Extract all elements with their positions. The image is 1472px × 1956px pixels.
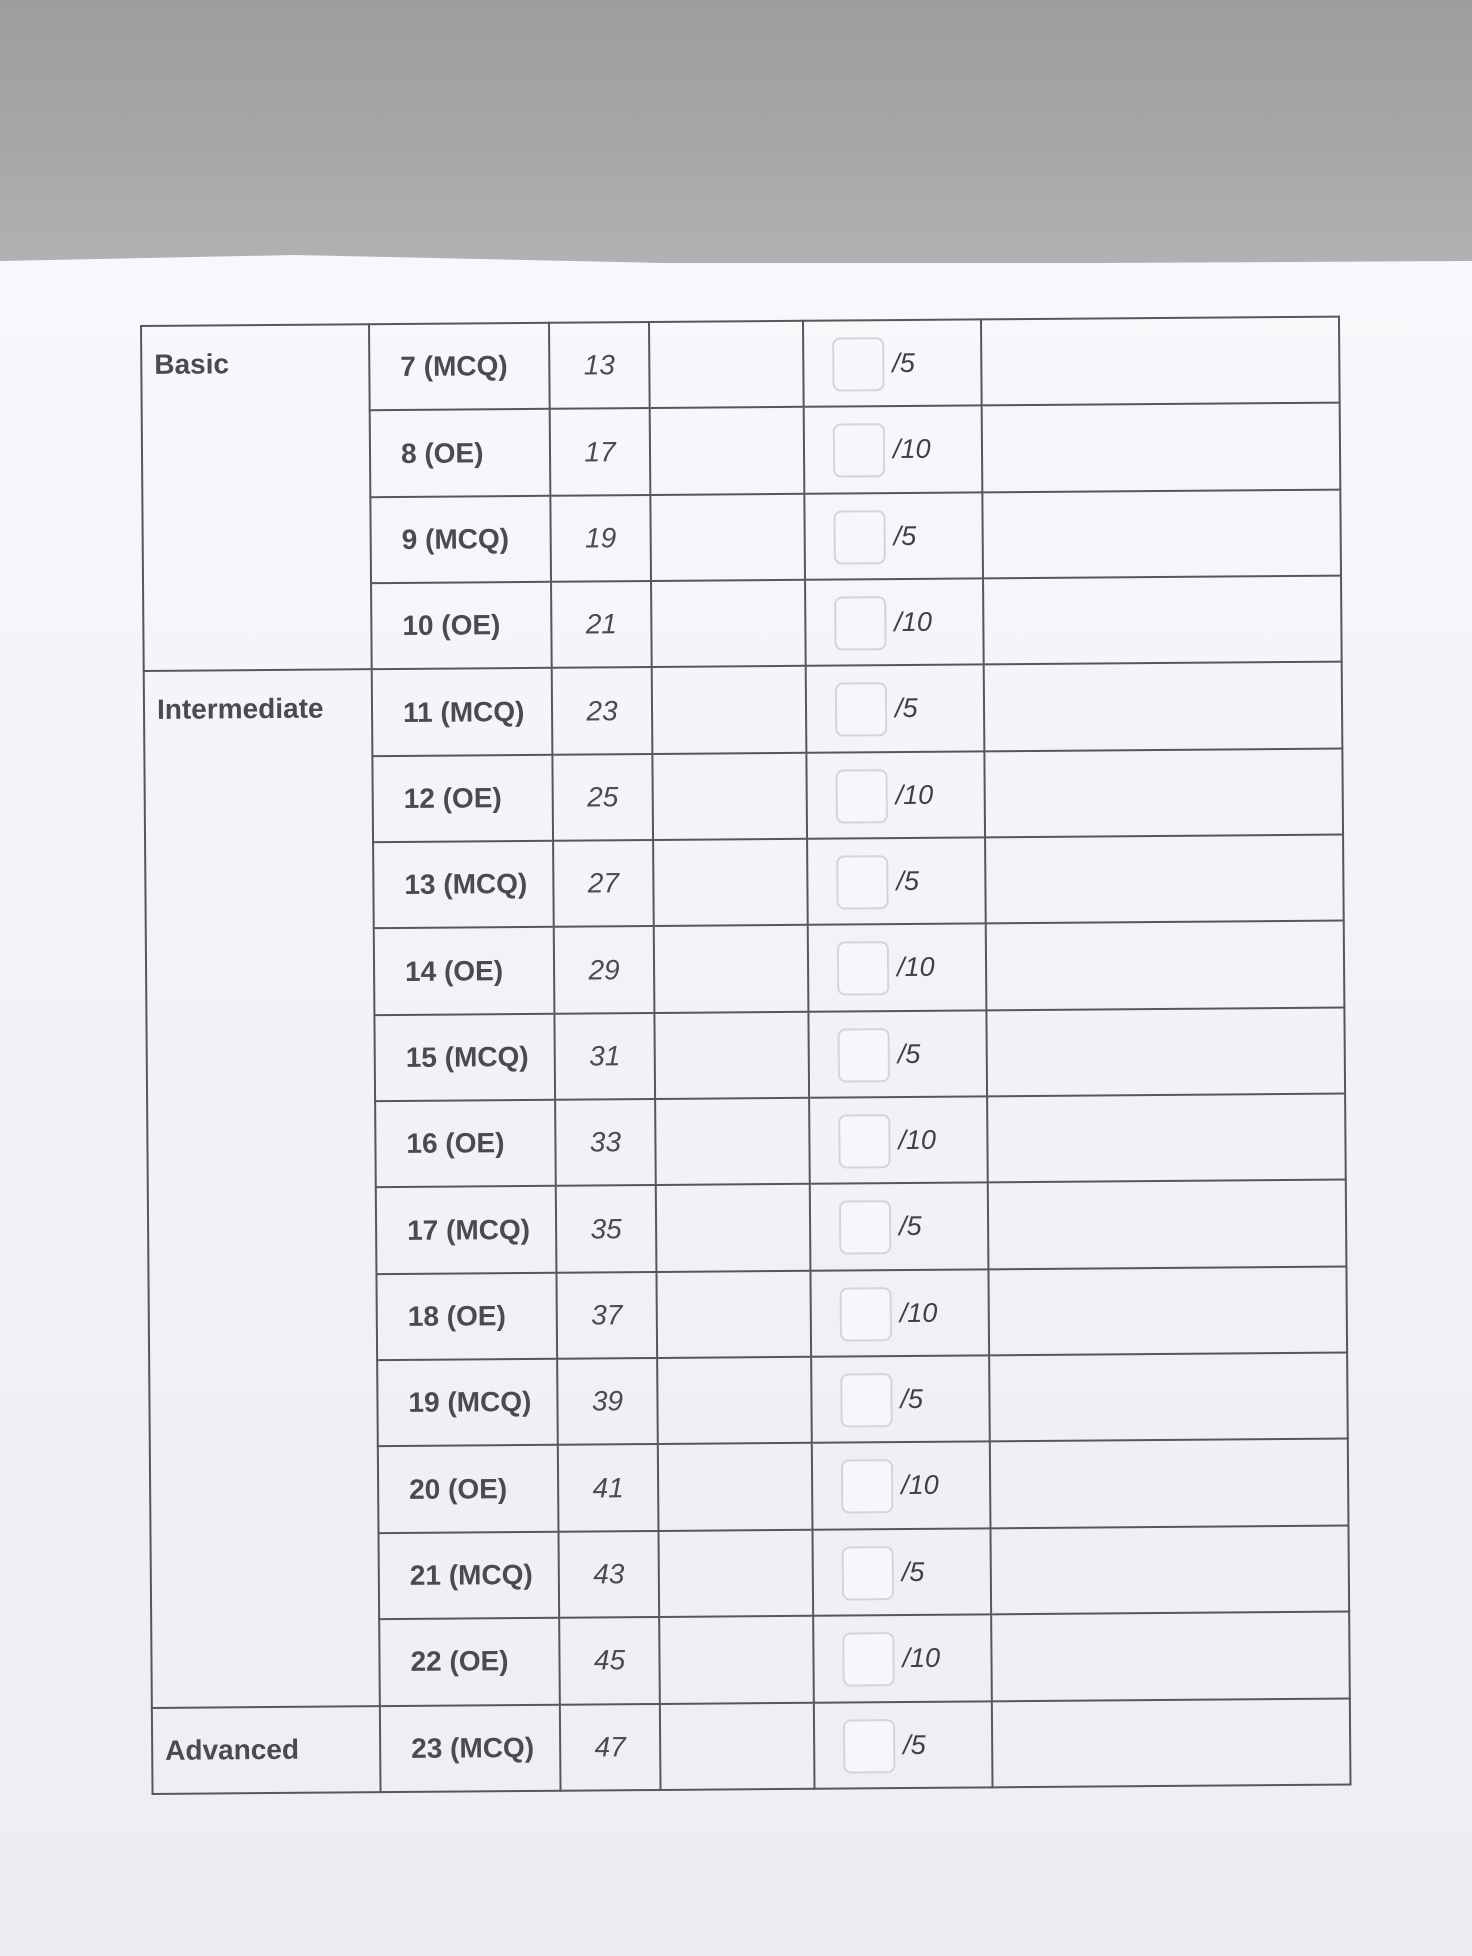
score-cell	[814, 1701, 993, 1789]
table-row	[152, 1698, 1351, 1794]
score-cell	[812, 1528, 991, 1616]
question-label: 15 (MCQ)	[374, 1014, 555, 1102]
score-cell	[803, 319, 982, 407]
comment-cell[interactable]	[984, 748, 1343, 837]
score-cell	[809, 1096, 988, 1184]
question-label: 21 (MCQ)	[378, 1532, 559, 1620]
score-cell	[810, 1269, 989, 1357]
blank-cell	[655, 1098, 810, 1186]
question-label: 13 (MCQ)	[373, 841, 554, 929]
score-cell	[808, 1010, 987, 1098]
score-cell	[804, 492, 983, 580]
max-score-label: /5	[897, 1038, 921, 1069]
question-label: 14 (OE)	[374, 927, 555, 1015]
score-cell	[808, 924, 987, 1012]
max-score-label: /10	[899, 1297, 938, 1328]
page-number: 35	[556, 1185, 657, 1272]
score-input-box[interactable]	[841, 1460, 893, 1514]
score-input-box[interactable]	[842, 1546, 894, 1600]
blank-cell	[654, 1012, 809, 1100]
comment-cell[interactable]	[990, 1525, 1349, 1614]
blank-cell	[649, 321, 804, 409]
score-input-box[interactable]	[842, 1632, 894, 1686]
page-number: 31	[554, 1013, 655, 1100]
score-input-box[interactable]	[838, 1114, 890, 1168]
blank-cell	[652, 666, 807, 754]
blank-cell	[657, 1357, 812, 1445]
comment-cell[interactable]	[983, 576, 1342, 665]
table-row	[141, 317, 1340, 413]
score-input-box[interactable]	[838, 1028, 890, 1082]
max-score-label: /5	[893, 520, 917, 551]
score-cell	[806, 665, 985, 753]
max-score-label: /5	[894, 693, 918, 724]
question-label: 22 (OE)	[379, 1618, 560, 1706]
comment-cell[interactable]	[981, 317, 1340, 406]
max-score-label: /10	[898, 1124, 937, 1156]
page-number: 37	[556, 1272, 657, 1359]
comment-cell[interactable]	[989, 1353, 1348, 1442]
score-input-box[interactable]	[836, 855, 888, 909]
comment-cell[interactable]	[988, 1180, 1347, 1269]
page-number: 13	[549, 322, 650, 409]
score-cell	[805, 578, 984, 666]
question-label: 23 (MCQ)	[380, 1704, 561, 1792]
score-table	[140, 316, 1352, 1795]
score-input-box[interactable]	[832, 337, 884, 391]
question-label: 9 (MCQ)	[370, 495, 551, 583]
page-number: 29	[554, 926, 655, 1013]
table-row	[144, 662, 1343, 758]
blank-cell	[650, 493, 805, 581]
question-label: 17 (MCQ)	[376, 1186, 557, 1274]
comment-cell[interactable]	[991, 1612, 1350, 1701]
score-input-box[interactable]	[835, 683, 887, 737]
score-input-box[interactable]	[833, 510, 885, 564]
comment-cell[interactable]	[986, 921, 1345, 1010]
background-wall	[0, 0, 1472, 300]
blank-cell	[650, 407, 805, 495]
page-number: 27	[553, 840, 654, 927]
question-label: 19 (MCQ)	[377, 1359, 558, 1447]
blank-cell	[656, 1184, 811, 1272]
max-score-label: /10	[902, 1642, 941, 1674]
page-number: 25	[552, 754, 653, 841]
comment-cell[interactable]	[984, 662, 1343, 751]
score-input-box[interactable]	[836, 769, 888, 823]
level-label-intermediate: Intermediate	[144, 670, 380, 1708]
max-score-label: /5	[896, 865, 920, 897]
score-input-box[interactable]	[840, 1287, 892, 1341]
question-label: 10 (OE)	[371, 582, 552, 670]
score-cell	[812, 1442, 991, 1530]
comment-cell[interactable]	[988, 1266, 1347, 1355]
blank-cell	[652, 752, 807, 840]
comment-cell[interactable]	[990, 1439, 1349, 1528]
score-cell	[804, 406, 983, 494]
blank-cell	[656, 1271, 811, 1359]
question-label: 8 (OE)	[370, 409, 551, 497]
page-number: 41	[558, 1444, 659, 1531]
question-label: 20 (OE)	[378, 1445, 559, 1533]
max-score-label: /5	[903, 1729, 926, 1760]
score-cell	[813, 1615, 992, 1703]
max-score-label: /10	[901, 1470, 939, 1501]
max-score-label: /5	[901, 1556, 925, 1587]
comment-cell[interactable]	[986, 1007, 1345, 1096]
question-label: 16 (OE)	[375, 1100, 556, 1188]
max-score-label: /5	[900, 1384, 924, 1415]
score-input-box[interactable]	[840, 1373, 892, 1427]
blank-cell	[660, 1702, 815, 1790]
score-input-box[interactable]	[837, 942, 889, 996]
blank-cell	[658, 1530, 813, 1618]
question-label: 11 (MCQ)	[372, 668, 553, 756]
score-input-box[interactable]	[839, 1201, 891, 1255]
level-label-advanced: Advanced	[152, 1706, 381, 1794]
page-number: 45	[559, 1617, 660, 1704]
question-label: 18 (OE)	[376, 1273, 557, 1361]
score-cell	[806, 751, 985, 839]
level-label-basic: Basic	[141, 324, 372, 671]
question-label: 7 (MCQ)	[369, 323, 550, 411]
max-score-label: /10	[895, 779, 934, 810]
page-number: 17	[550, 408, 651, 495]
blank-cell	[654, 925, 809, 1013]
score-cell	[811, 1355, 990, 1443]
page-number: 43	[558, 1531, 659, 1618]
comment-cell[interactable]	[982, 489, 1341, 578]
page-number: 47	[560, 1703, 661, 1790]
page-number: 39	[557, 1358, 658, 1445]
max-score-label: /5	[898, 1211, 922, 1242]
score-input-box[interactable]	[834, 596, 886, 650]
blank-cell	[653, 839, 808, 927]
score-input-box[interactable]	[833, 423, 885, 477]
question-label: 12 (OE)	[372, 754, 553, 842]
max-score-label: /10	[896, 952, 935, 983]
max-score-label: /5	[892, 347, 915, 379]
blank-cell	[658, 1443, 813, 1531]
comment-cell[interactable]	[992, 1698, 1351, 1787]
page-number: 33	[555, 1099, 656, 1186]
max-score-label: /10	[892, 434, 931, 465]
score-cell	[807, 837, 986, 925]
comment-cell[interactable]	[985, 835, 1344, 924]
blank-cell	[659, 1616, 814, 1704]
comment-cell[interactable]	[982, 403, 1341, 492]
max-score-label: /10	[894, 606, 933, 638]
comment-cell[interactable]	[987, 1094, 1346, 1183]
page-number: 19	[550, 495, 651, 582]
blank-cell	[651, 580, 806, 668]
score-cell	[810, 1183, 989, 1271]
score-input-box[interactable]	[843, 1719, 895, 1773]
page-number: 21	[551, 581, 652, 668]
page-number: 23	[552, 667, 653, 754]
